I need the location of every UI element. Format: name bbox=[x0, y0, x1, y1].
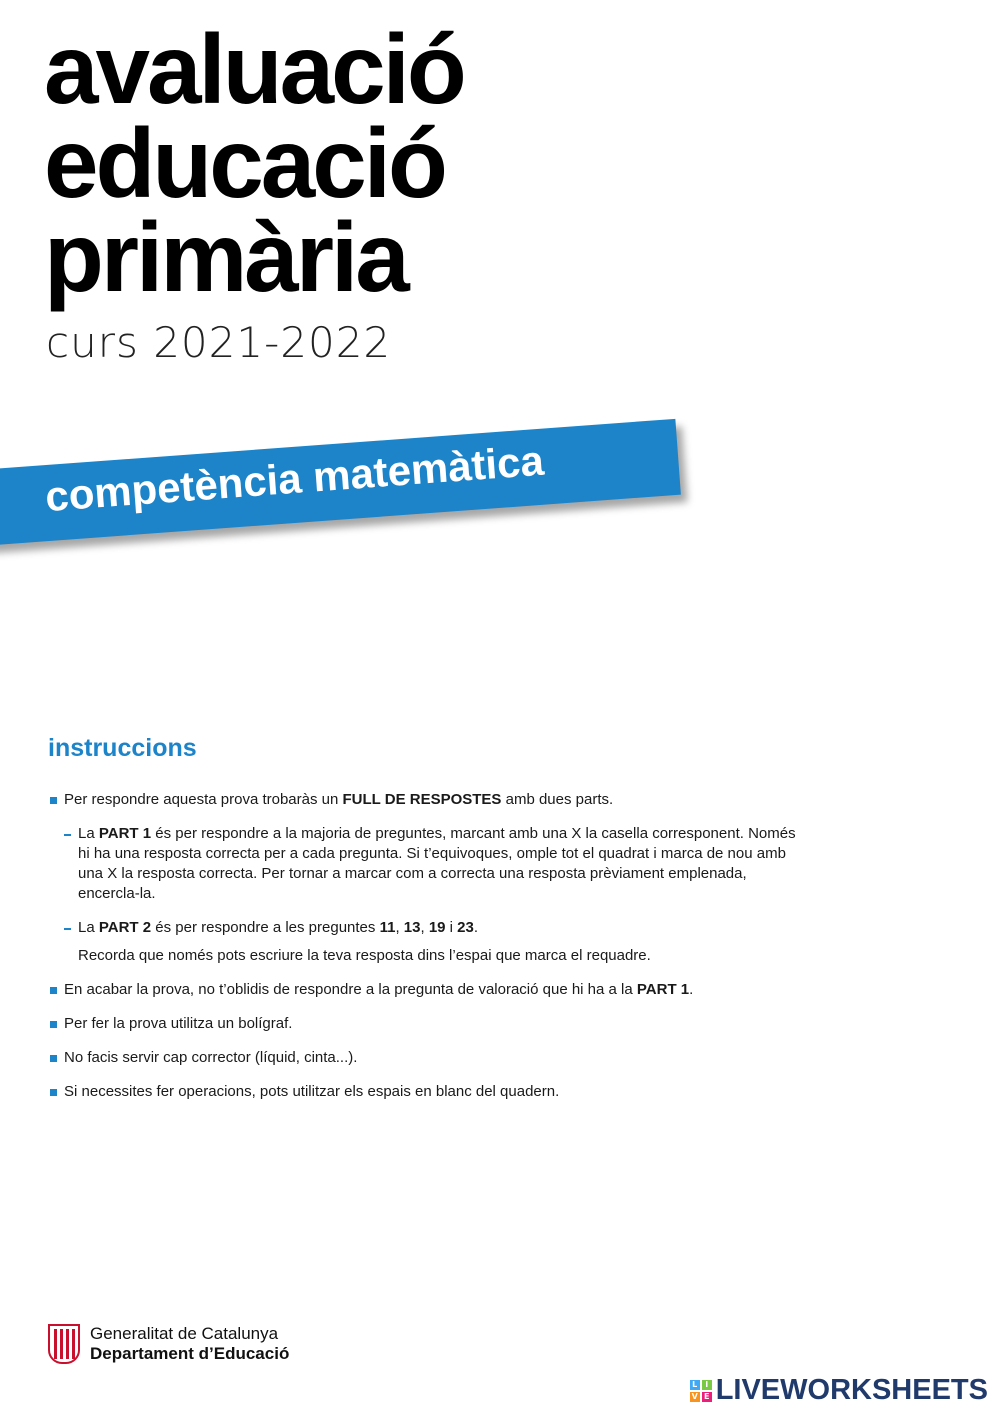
organization-line-2: Departament d’Educació bbox=[90, 1344, 290, 1363]
icon-letter: E bbox=[702, 1392, 712, 1402]
instruction-item bbox=[48, 790, 808, 810]
bullet-square-icon bbox=[50, 797, 57, 804]
title-line-2: educació bbox=[44, 108, 445, 218]
question-number: 11 bbox=[379, 919, 396, 936]
instruction-text: No facis servir cap corrector (líquid, cinta...). bbox=[64, 1049, 358, 1066]
instruction-text: és per respondre a la majoria de preguntes, marcant amb una X la casella corresponent. Només hi ha una resposta correcta per a cada pregunta. Si t’equivoques, omple tot el quadrat i marca de nou amb una X la resposta correcta. Per tornar a marcar com a correcta una resposta prèviament emplenada, encercla-la. bbox=[78, 825, 796, 902]
instruction-bold: PART 1 bbox=[636, 981, 690, 998]
bullet-square-icon bbox=[50, 987, 57, 994]
instruction-bold: PART 1 bbox=[98, 825, 152, 842]
instruction-bold: PART 2 bbox=[98, 919, 152, 936]
instructions-list bbox=[48, 790, 808, 1116]
course-year: curs 2021-2022 bbox=[46, 318, 392, 367]
instruction-text: amb dues parts. bbox=[501, 791, 614, 808]
question-number: 19 bbox=[428, 919, 446, 936]
dash-icon bbox=[64, 834, 71, 836]
catalan-crest-icon bbox=[48, 1324, 80, 1364]
organization-line-1: Generalitat de Catalunya bbox=[90, 1324, 279, 1343]
title-line-1: avaluació bbox=[44, 14, 464, 124]
question-number: 23 bbox=[457, 919, 474, 936]
icon-letter: L bbox=[690, 1380, 700, 1390]
instruction-text: La bbox=[78, 825, 99, 842]
liveworksheets-brand bbox=[690, 1374, 988, 1407]
separator: , bbox=[395, 919, 404, 936]
instruction-note: Recorda que només pots escriure la teva resposta dins l’espai que marca el requadre. bbox=[78, 947, 651, 964]
icon-letter: I bbox=[702, 1380, 712, 1390]
generalitat-logo bbox=[48, 1324, 289, 1364]
bullet-square-icon bbox=[50, 1021, 57, 1028]
instruction-subitem bbox=[48, 918, 808, 938]
brand-name: LIVEWORKSHEETS bbox=[715, 1374, 988, 1406]
instruction-item bbox=[48, 1082, 808, 1102]
liveworksheets-icon bbox=[690, 1380, 712, 1402]
separator: , bbox=[420, 919, 429, 936]
instruction-item bbox=[48, 980, 808, 1000]
instruction-text: La bbox=[78, 919, 99, 936]
instruction-text: és per respondre a les preguntes bbox=[151, 919, 380, 936]
instruction-subitem bbox=[48, 824, 808, 904]
instruction-text: En acabar la prova, no t’oblidis de respondre a la pregunta de valoració que hi ha a la bbox=[64, 981, 637, 998]
question-number: 13 bbox=[403, 919, 421, 936]
instruction-text: Per respondre aquesta prova trobaràs un bbox=[64, 791, 343, 808]
dash-icon bbox=[64, 928, 71, 930]
bullet-square-icon bbox=[50, 1055, 57, 1062]
organization-name bbox=[90, 1324, 289, 1364]
instruction-text: . bbox=[689, 981, 694, 998]
separator: i bbox=[445, 919, 458, 936]
instructions-heading: instruccions bbox=[48, 734, 197, 762]
instruction-text: Per fer la prova utilitza un bolígraf. bbox=[64, 1015, 293, 1032]
subject-banner bbox=[0, 419, 681, 546]
instruction-bold: FULL DE RESPOSTES bbox=[342, 791, 502, 808]
title-line-3: primària bbox=[44, 202, 407, 312]
title-block bbox=[44, 14, 464, 312]
instruction-text: Si necessites fer operacions, pots utilitzar els espais en blanc del quadern. bbox=[64, 1083, 560, 1100]
separator: . bbox=[473, 919, 479, 936]
bullet-square-icon bbox=[50, 1089, 57, 1096]
subject-title: competència matemàtica bbox=[43, 436, 546, 521]
instruction-item bbox=[48, 1048, 808, 1068]
instruction-item bbox=[48, 1014, 808, 1034]
icon-letter: V bbox=[691, 1391, 698, 1401]
